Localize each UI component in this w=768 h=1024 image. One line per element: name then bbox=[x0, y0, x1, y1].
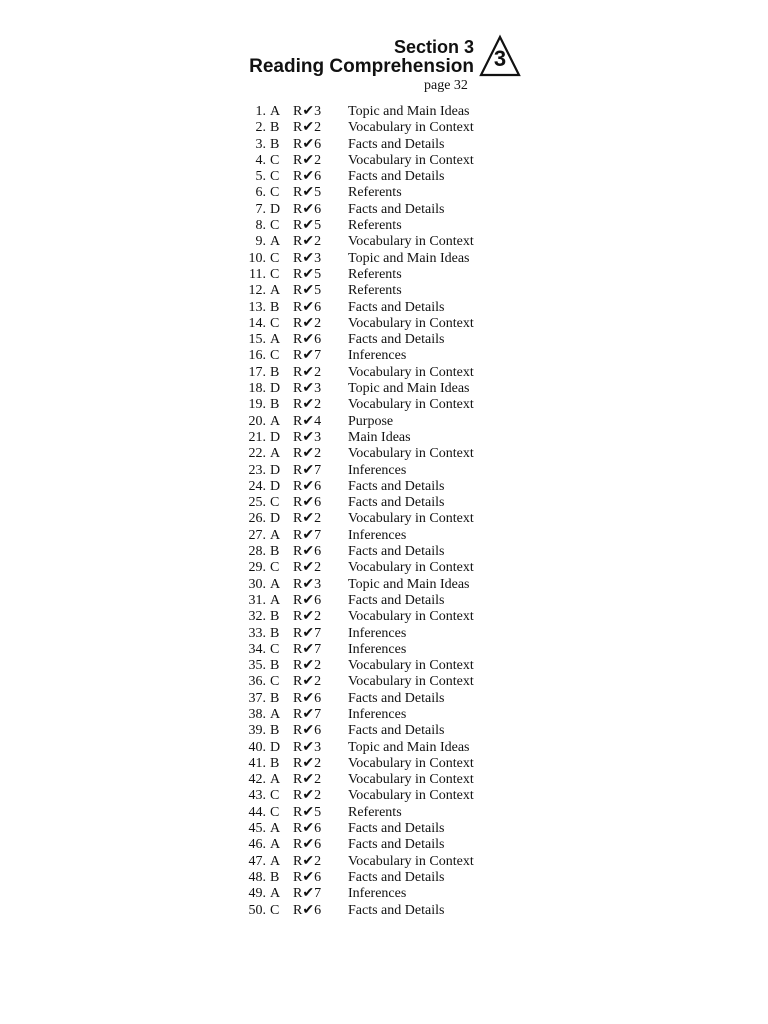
question-number: 5. bbox=[255, 169, 266, 185]
answer-row bbox=[238, 756, 518, 772]
skill-category: Facts and Details bbox=[348, 201, 445, 217]
skill-reference: R✔2 bbox=[293, 152, 322, 168]
answer-letter: C bbox=[270, 902, 280, 918]
answer-letter: D bbox=[270, 462, 281, 478]
skill-category: Facts and Details bbox=[348, 136, 445, 152]
question-number: 27. bbox=[248, 527, 266, 543]
answer-row bbox=[238, 740, 518, 756]
question-number: 50. bbox=[248, 902, 266, 918]
skill-category: Vocabulary in Context bbox=[348, 609, 474, 625]
skill-category: Referents bbox=[348, 266, 402, 282]
skill-reference: R✔2 bbox=[293, 511, 322, 527]
skill-category: Vocabulary in Context bbox=[348, 234, 474, 250]
answer-row bbox=[238, 120, 518, 136]
answer-letter: A bbox=[270, 527, 281, 543]
answer-row bbox=[238, 854, 518, 870]
skill-category: Vocabulary in Context bbox=[348, 772, 474, 788]
answer-letter: D bbox=[270, 201, 281, 217]
answer-row bbox=[238, 414, 518, 430]
answer-row bbox=[238, 723, 518, 739]
skill-category: Topic and Main Ideas bbox=[348, 250, 470, 266]
skill-category: Facts and Details bbox=[348, 495, 445, 511]
skill-reference: R✔6 bbox=[293, 169, 322, 185]
skill-category: Referents bbox=[348, 283, 402, 299]
answer-list bbox=[238, 104, 518, 919]
question-number: 22. bbox=[248, 446, 266, 462]
skill-reference: R✔6 bbox=[293, 478, 322, 494]
skill-reference: R✔2 bbox=[293, 315, 322, 331]
answer-letter: A bbox=[270, 413, 281, 429]
skill-reference: R✔6 bbox=[293, 902, 322, 918]
page-title: Reading Comprehension bbox=[249, 56, 474, 77]
answer-letter: A bbox=[270, 853, 281, 869]
skill-category: Inferences bbox=[348, 641, 407, 657]
question-number: 43. bbox=[248, 788, 266, 804]
skill-category: Facts and Details bbox=[348, 332, 445, 348]
question-number: 32. bbox=[248, 609, 266, 625]
skill-reference: R✔6 bbox=[293, 136, 322, 152]
answer-letter: B bbox=[270, 299, 280, 315]
skill-category: Facts and Details bbox=[348, 299, 445, 315]
answer-letter: B bbox=[270, 397, 280, 413]
answer-row bbox=[238, 626, 518, 642]
skill-category: Vocabulary in Context bbox=[348, 853, 474, 869]
skill-category: Facts and Details bbox=[348, 544, 445, 560]
skill-category: Facts and Details bbox=[348, 902, 445, 918]
answer-letter: C bbox=[270, 348, 280, 364]
skill-category: Vocabulary in Context bbox=[348, 658, 474, 674]
answer-row bbox=[238, 528, 518, 544]
skill-category: Topic and Main Ideas bbox=[348, 739, 470, 755]
answer-letter: C bbox=[270, 169, 280, 185]
answer-letter: C bbox=[270, 495, 280, 511]
answer-row bbox=[238, 544, 518, 560]
skill-reference: R✔2 bbox=[293, 446, 322, 462]
skill-category: Facts and Details bbox=[348, 690, 445, 706]
answer-letter: B bbox=[270, 625, 280, 641]
skill-reference: R✔6 bbox=[293, 299, 322, 315]
skill-category: Main Ideas bbox=[348, 429, 411, 445]
question-number: 13. bbox=[248, 299, 266, 315]
skill-reference: R✔2 bbox=[293, 788, 322, 804]
answer-row bbox=[238, 886, 518, 902]
skill-reference: R✔2 bbox=[293, 658, 322, 674]
skill-category: Referents bbox=[348, 218, 402, 234]
answer-row bbox=[238, 609, 518, 625]
question-number: 49. bbox=[248, 886, 266, 902]
skill-reference: R✔6 bbox=[293, 544, 322, 560]
skill-reference: R✔2 bbox=[293, 853, 322, 869]
answer-letter: C bbox=[270, 674, 280, 690]
skill-reference: R✔3 bbox=[293, 576, 322, 592]
answer-row bbox=[238, 479, 518, 495]
answer-letter: A bbox=[270, 837, 281, 853]
answer-row bbox=[238, 821, 518, 837]
question-number: 40. bbox=[248, 739, 266, 755]
answer-letter: C bbox=[270, 185, 280, 201]
skill-category: Topic and Main Ideas bbox=[348, 576, 470, 592]
skill-category: Vocabulary in Context bbox=[348, 120, 474, 136]
question-number: 29. bbox=[248, 560, 266, 576]
answer-row bbox=[238, 577, 518, 593]
skill-category: Facts and Details bbox=[348, 478, 445, 494]
question-number: 48. bbox=[248, 869, 266, 885]
skill-category: Topic and Main Ideas bbox=[348, 104, 470, 119]
answer-letter: A bbox=[270, 706, 281, 722]
skill-category: Inferences bbox=[348, 886, 407, 902]
question-number: 39. bbox=[248, 723, 266, 739]
answer-letter: A bbox=[270, 332, 281, 348]
skill-category: Facts and Details bbox=[348, 869, 445, 885]
question-number: 7. bbox=[255, 201, 266, 217]
answer-letter: C bbox=[270, 250, 280, 266]
answer-row bbox=[238, 805, 518, 821]
answer-row bbox=[238, 658, 518, 674]
answer-letter: C bbox=[270, 560, 280, 576]
skill-reference: R✔5 bbox=[293, 218, 322, 234]
section-label: Section 3 bbox=[393, 37, 474, 57]
skill-reference: R✔6 bbox=[293, 332, 322, 348]
answer-row bbox=[238, 691, 518, 707]
answer-row bbox=[238, 332, 518, 348]
answer-row bbox=[238, 300, 518, 316]
answer-letter: B bbox=[270, 755, 280, 771]
answer-row bbox=[238, 642, 518, 658]
skill-reference: R✔5 bbox=[293, 185, 322, 201]
answer-letter: C bbox=[270, 218, 280, 234]
answer-row bbox=[238, 495, 518, 511]
question-number: 38. bbox=[248, 706, 266, 722]
answer-letter: A bbox=[270, 576, 281, 592]
question-number: 47. bbox=[248, 853, 266, 869]
skill-category: Inferences bbox=[348, 462, 407, 478]
question-number: 24. bbox=[248, 478, 266, 494]
answer-row bbox=[238, 463, 518, 479]
answer-letter: B bbox=[270, 136, 280, 152]
skill-category: Vocabulary in Context bbox=[348, 755, 474, 771]
answer-letter: D bbox=[270, 429, 281, 445]
question-number: 36. bbox=[248, 674, 266, 690]
answer-letter: A bbox=[270, 772, 281, 788]
skill-category: Purpose bbox=[348, 413, 394, 429]
question-number: 44. bbox=[248, 804, 266, 820]
question-number: 6. bbox=[255, 185, 266, 201]
skill-reference: R✔6 bbox=[293, 690, 322, 706]
question-number: 4. bbox=[255, 152, 266, 168]
skill-category: Vocabulary in Context bbox=[348, 397, 474, 413]
answer-row bbox=[238, 153, 518, 169]
skill-reference: R✔7 bbox=[293, 527, 322, 543]
answer-row bbox=[238, 365, 518, 381]
question-number: 2. bbox=[255, 120, 266, 136]
skill-reference: R✔5 bbox=[293, 266, 322, 282]
skill-category: Referents bbox=[348, 804, 402, 820]
skill-category: Vocabulary in Context bbox=[348, 364, 474, 380]
answer-letter: C bbox=[270, 788, 280, 804]
question-number: 46. bbox=[248, 837, 266, 853]
answer-letter: B bbox=[270, 869, 280, 885]
skill-reference: R✔6 bbox=[293, 495, 322, 511]
skill-reference: R✔2 bbox=[293, 772, 322, 788]
skill-category: Facts and Details bbox=[348, 821, 445, 837]
answer-letter: B bbox=[270, 690, 280, 706]
skill-category: Vocabulary in Context bbox=[348, 511, 474, 527]
answer-letter: A bbox=[270, 821, 281, 837]
skill-reference: R✔6 bbox=[293, 592, 322, 608]
skill-category: Inferences bbox=[348, 625, 407, 641]
question-number: 10. bbox=[248, 250, 266, 266]
answer-letter: C bbox=[270, 641, 280, 657]
answer-row bbox=[238, 234, 518, 250]
skill-category: Referents bbox=[348, 185, 402, 201]
skill-category: Vocabulary in Context bbox=[348, 446, 474, 462]
answer-row bbox=[238, 381, 518, 397]
skill-reference: R✔6 bbox=[293, 837, 322, 853]
question-number: 18. bbox=[248, 381, 266, 397]
answer-letter: B bbox=[270, 609, 280, 625]
question-number: 11. bbox=[249, 266, 266, 282]
skill-reference: R✔2 bbox=[293, 364, 322, 380]
answer-letter: A bbox=[270, 446, 281, 462]
skill-category: Inferences bbox=[348, 706, 407, 722]
answer-row bbox=[238, 593, 518, 609]
skill-reference: R✔3 bbox=[293, 104, 322, 119]
question-number: 9. bbox=[255, 234, 266, 250]
answer-row bbox=[238, 397, 518, 413]
skill-reference: R✔6 bbox=[293, 201, 322, 217]
answer-letter: C bbox=[270, 152, 280, 168]
skill-reference: R✔2 bbox=[293, 674, 322, 690]
skill-reference: R✔6 bbox=[293, 821, 322, 837]
answer-row bbox=[238, 218, 518, 234]
question-number: 45. bbox=[248, 821, 266, 837]
answer-row bbox=[238, 267, 518, 283]
skill-category: Vocabulary in Context bbox=[348, 152, 474, 168]
question-number: 16. bbox=[248, 348, 266, 364]
answer-row bbox=[238, 430, 518, 446]
question-number: 19. bbox=[248, 397, 266, 413]
answer-letter: A bbox=[270, 283, 281, 299]
answer-row bbox=[238, 560, 518, 576]
answer-letter: C bbox=[270, 315, 280, 331]
answer-letter: D bbox=[270, 511, 281, 527]
answer-row bbox=[238, 903, 518, 919]
section-number: 3 bbox=[493, 46, 507, 71]
skill-category: Vocabulary in Context bbox=[348, 674, 474, 690]
answer-row bbox=[238, 674, 518, 690]
answer-row bbox=[238, 772, 518, 788]
skill-reference: R✔7 bbox=[293, 348, 322, 364]
skill-reference: R✔7 bbox=[293, 462, 322, 478]
skill-reference: R✔2 bbox=[293, 234, 322, 250]
answer-letter: B bbox=[270, 658, 280, 674]
answer-row bbox=[238, 870, 518, 886]
skill-reference: R✔5 bbox=[293, 283, 322, 299]
answer-letter: A bbox=[270, 592, 281, 608]
question-number: 14. bbox=[248, 315, 266, 331]
answer-row bbox=[238, 446, 518, 462]
answer-letter: B bbox=[270, 723, 280, 739]
skill-reference: R✔6 bbox=[293, 723, 322, 739]
question-number: 3. bbox=[255, 136, 266, 152]
question-number: 28. bbox=[248, 544, 266, 560]
question-number: 30. bbox=[248, 576, 266, 592]
skill-category: Vocabulary in Context bbox=[348, 315, 474, 331]
answer-letter: B bbox=[270, 364, 280, 380]
question-number: 31. bbox=[248, 592, 266, 608]
question-number: 17. bbox=[248, 364, 266, 380]
question-number: 20. bbox=[248, 413, 266, 429]
skill-category: Facts and Details bbox=[348, 837, 445, 853]
question-number: 41. bbox=[248, 755, 266, 771]
skill-reference: R✔5 bbox=[293, 804, 322, 820]
answer-letter: D bbox=[270, 739, 281, 755]
skill-category: Facts and Details bbox=[348, 169, 445, 185]
answer-row bbox=[238, 283, 518, 299]
answer-letter: B bbox=[270, 544, 280, 560]
question-number: 35. bbox=[248, 658, 266, 674]
skill-reference: R✔4 bbox=[293, 413, 322, 429]
question-number: 42. bbox=[248, 772, 266, 788]
answer-letter: D bbox=[270, 478, 281, 494]
answer-row bbox=[238, 202, 518, 218]
skill-category: Facts and Details bbox=[348, 723, 445, 739]
answer-row bbox=[238, 348, 518, 364]
question-number: 15. bbox=[248, 332, 266, 348]
skill-reference: R✔3 bbox=[293, 381, 322, 397]
question-number: 37. bbox=[248, 690, 266, 706]
answer-letter: A bbox=[270, 104, 281, 119]
skill-reference: R✔7 bbox=[293, 706, 322, 722]
skill-category: Facts and Details bbox=[348, 592, 445, 608]
answer-row bbox=[238, 837, 518, 853]
answer-letter: B bbox=[270, 120, 280, 136]
skill-reference: R✔7 bbox=[293, 641, 322, 657]
answer-letter: A bbox=[270, 886, 281, 902]
answer-row bbox=[238, 137, 518, 153]
skill-reference: R✔3 bbox=[293, 739, 322, 755]
question-number: 8. bbox=[255, 218, 266, 234]
skill-reference: R✔6 bbox=[293, 869, 322, 885]
skill-reference: R✔2 bbox=[293, 560, 322, 576]
section-header bbox=[250, 30, 530, 100]
answer-row bbox=[238, 511, 518, 527]
skill-reference: R✔3 bbox=[293, 250, 322, 266]
skill-reference: R✔3 bbox=[293, 429, 322, 445]
skill-category: Inferences bbox=[348, 527, 407, 543]
skill-category: Vocabulary in Context bbox=[348, 560, 474, 576]
skill-category: Inferences bbox=[348, 348, 407, 364]
skill-reference: R✔2 bbox=[293, 120, 322, 136]
answer-row bbox=[238, 316, 518, 332]
skill-reference: R✔2 bbox=[293, 755, 322, 771]
skill-reference: R✔7 bbox=[293, 886, 322, 902]
skill-reference: R✔7 bbox=[293, 625, 322, 641]
section-badge bbox=[478, 34, 522, 78]
question-number: 25. bbox=[248, 495, 266, 511]
answer-row bbox=[238, 185, 518, 201]
question-number: 1. bbox=[255, 104, 266, 119]
answer-row bbox=[238, 169, 518, 185]
skill-reference: R✔2 bbox=[293, 609, 322, 625]
answer-letter: A bbox=[270, 234, 281, 250]
answer-letter: D bbox=[270, 381, 281, 397]
question-number: 33. bbox=[248, 625, 266, 641]
answer-row bbox=[238, 104, 518, 120]
skill-category: Topic and Main Ideas bbox=[348, 381, 470, 397]
question-number: 23. bbox=[248, 462, 266, 478]
answer-row bbox=[238, 788, 518, 804]
page-number: page 32 bbox=[424, 78, 468, 93]
question-number: 21. bbox=[248, 429, 266, 445]
answer-letter: C bbox=[270, 804, 280, 820]
answer-row bbox=[238, 251, 518, 267]
skill-category: Vocabulary in Context bbox=[348, 788, 474, 804]
question-number: 26. bbox=[248, 511, 266, 527]
answer-row bbox=[238, 707, 518, 723]
question-number: 34. bbox=[248, 641, 266, 657]
skill-reference: R✔2 bbox=[293, 397, 322, 413]
answer-letter: C bbox=[270, 266, 280, 282]
question-number: 12. bbox=[248, 283, 266, 299]
